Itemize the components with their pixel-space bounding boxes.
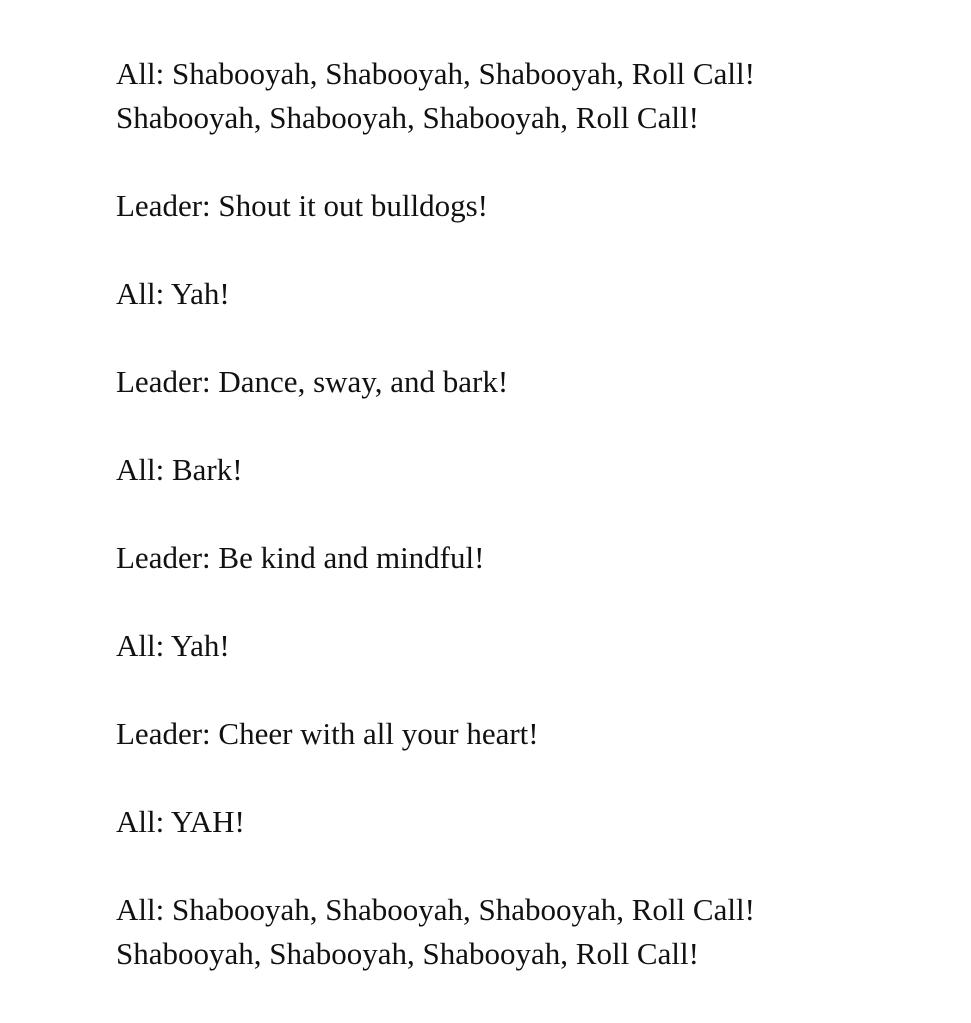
chant-line: All: Yah! bbox=[116, 276, 230, 311]
chant-line: Leader: Be kind and mindful! bbox=[116, 540, 485, 575]
stanza-leader-call bbox=[116, 360, 936, 404]
chant-line: All: Shabooyah, Shabooyah, Shabooyah, Roll Call! bbox=[116, 56, 755, 91]
chant-text bbox=[116, 52, 936, 976]
chant-line: All: Bark! bbox=[116, 452, 243, 487]
stanza-all-response bbox=[116, 272, 936, 316]
stanza-leader-call bbox=[116, 536, 936, 580]
chant-line: Leader: Shout it out bulldogs! bbox=[116, 188, 488, 223]
stanza-all-response bbox=[116, 624, 936, 668]
stanza-opening-chorus bbox=[116, 52, 936, 140]
chant-line: Leader: Cheer with all your heart! bbox=[116, 716, 539, 751]
chant-line: All: Yah! bbox=[116, 628, 230, 663]
chant-line: Leader: Dance, sway, and bark! bbox=[116, 364, 509, 399]
stanza-closing-chorus bbox=[116, 888, 936, 976]
stanza-leader-call bbox=[116, 184, 936, 228]
chant-line: All: Shabooyah, Shabooyah, Shabooyah, Roll Call! bbox=[116, 892, 755, 927]
stanza-all-response bbox=[116, 448, 936, 492]
stanza-all-response bbox=[116, 800, 936, 844]
chant-line: All: YAH! bbox=[116, 804, 245, 839]
chant-line: Shabooyah, Shabooyah, Shabooyah, Roll Call! bbox=[116, 100, 699, 135]
chant-line: Shabooyah, Shabooyah, Shabooyah, Roll Call! bbox=[116, 936, 699, 971]
stanza-leader-call bbox=[116, 712, 936, 756]
